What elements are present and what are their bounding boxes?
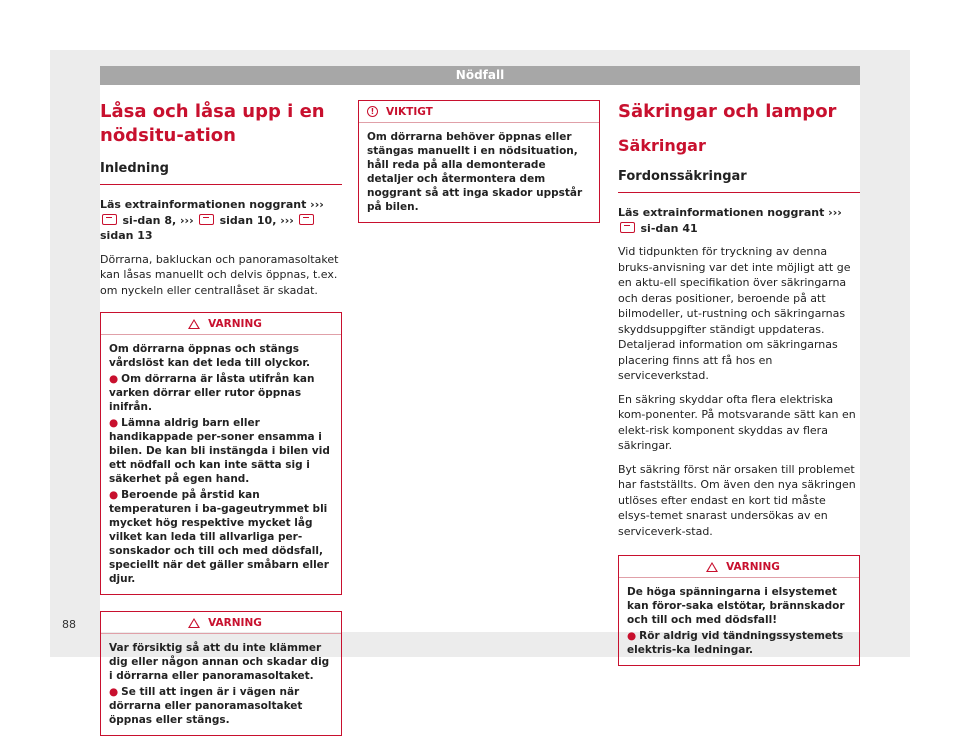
important-body: Om dörrarna behöver öppnas eller stängas manuellt i en nödsituation, håll reda på alla demonterade detaljer och återmontera dem noggrant så att inga skador uppstår på bilen. [367, 131, 583, 213]
warning-box-3 [618, 555, 860, 666]
reference-line [100, 197, 342, 244]
page-number: 88 [62, 618, 76, 631]
warning-label: VARNING [726, 560, 780, 573]
bullet-text: Om dörrarna är låsta utifrån kan varken dörrar eller rutor öppnas inifrån. [109, 373, 315, 413]
important-label: VIKTIGT [386, 105, 433, 118]
warning-body [101, 335, 341, 594]
book-reference-icon [199, 214, 214, 225]
bullet-icon: ● [109, 417, 119, 429]
warning-body [619, 578, 859, 665]
warning-header [619, 556, 859, 578]
subheading-inledning: Inledning [100, 160, 342, 185]
ref-prefix: Läs extrainformationen noggrant ››› [618, 206, 842, 219]
bullet-icon: ● [109, 686, 119, 698]
info-icon: ! [367, 106, 378, 117]
column-left [100, 100, 342, 736]
list-item [109, 488, 333, 586]
warning-label: VARNING [208, 317, 262, 330]
subheading-fordonssakringar: Fordonssäkringar [618, 168, 860, 193]
section-header: Nödfall [100, 66, 860, 85]
ref-2: sidan 10, ››› [219, 213, 294, 227]
list-item [109, 685, 333, 727]
book-reference-icon [102, 214, 117, 225]
warning-triangle-icon [188, 319, 200, 329]
column-right [618, 100, 860, 666]
bullet-icon: ● [627, 630, 637, 642]
bullet-icon: ● [109, 373, 119, 385]
warning-intro: Var försiktig så att du inte klämmer dig eller någon annan och skadar dig i dörrarna eller panoramasoltaket. [109, 642, 330, 682]
paragraph-3: Byt säkring först när orsaken till problemet har fastställts. Om även den nya säkringen utlöses efter endast en kort tid måste elsys-temet snarast undersökas av en serviceverk-stad. [618, 462, 856, 538]
warning-header [101, 612, 341, 634]
important-box [358, 100, 600, 223]
chapter-title: Säkringar och lampor [618, 101, 837, 122]
ref-1: si-dan 8, ››› [122, 213, 194, 227]
warning-triangle-icon [188, 618, 200, 628]
book-reference-icon [299, 214, 314, 225]
paragraph-1: Vid tidpunkten för tryckning av denna bruks-anvisning var det inte möjligt att ge en aktu-ell specifikation över säkringarna och deras positioner, beroende på att bilmodeller, ut-rustning och säkringarnas skyddsuppgifter ständigt uppdateras. Detaljerad information om säkringarnas placering finns att få hos en serviceverkstad. [618, 245, 851, 382]
bullet-icon: ● [109, 489, 119, 501]
list-item [627, 629, 851, 657]
bullet-text: Rör aldrig vid tändningssystemets elektris-ka ledningar. [627, 630, 844, 656]
paragraph-2: En säkring skyddar ofta flera elektriska kom-ponenter. På motsvarande sätt kan en elekt-risk komponent skyddas av flera säkringar. [618, 392, 856, 452]
warning-box-1 [100, 312, 342, 595]
bullet-text: Lämna aldrig barn eller handikappade per-soner ensamma i bilen. De kan bli instängda i bilen vid ett nödfall och kan inte sätta sig i säkerhet på egen hand. [109, 417, 330, 485]
intro-paragraph: Dörrarna, bakluckan och panoramasoltaket kan låsas manuellt och delvis öppnas, t.ex. om nyckeln eller centrallåset är skadat. [100, 252, 339, 297]
ref-3: sidan 13 [100, 229, 153, 242]
section-heading: Säkringar [618, 136, 706, 155]
bullet-text: Beroende på årstid kan temperaturen i ba-gageutrymmet bli mycket hög respektive mycket låg vilket kan leda till allvarliga per-sonskador och till och med dödsfall, speciellt när det gäller småbarn eller djur. [109, 489, 329, 585]
section-title: Låsa och låsa upp i en nödsitu-ation [100, 101, 325, 146]
column-middle [358, 100, 600, 223]
warning-header [101, 313, 341, 335]
ref-prefix: Läs extrainformationen noggrant ››› [100, 198, 324, 211]
warning-box-2 [100, 611, 342, 736]
warning-body [101, 634, 341, 735]
bullet-text: Se till att ingen är i vägen när dörrarna eller panoramasoltaket öppnas eller stängs. [109, 686, 303, 726]
warning-triangle-icon [706, 562, 718, 572]
important-header [359, 101, 599, 123]
list-item [109, 372, 333, 414]
list-item [109, 416, 333, 486]
warning-intro: Om dörrarna öppnas och stängs vårdslöst kan det leda till olyckor. [109, 343, 311, 369]
warning-intro: De höga spänningarna i elsystemet kan föror-saka elstötar, brännskador och till och med dödsfall! [627, 586, 845, 626]
book-reference-icon [620, 222, 635, 233]
reference-line [618, 205, 860, 236]
warning-label: VARNING [208, 616, 262, 629]
ref-suffix: si-dan 41 [640, 221, 698, 235]
